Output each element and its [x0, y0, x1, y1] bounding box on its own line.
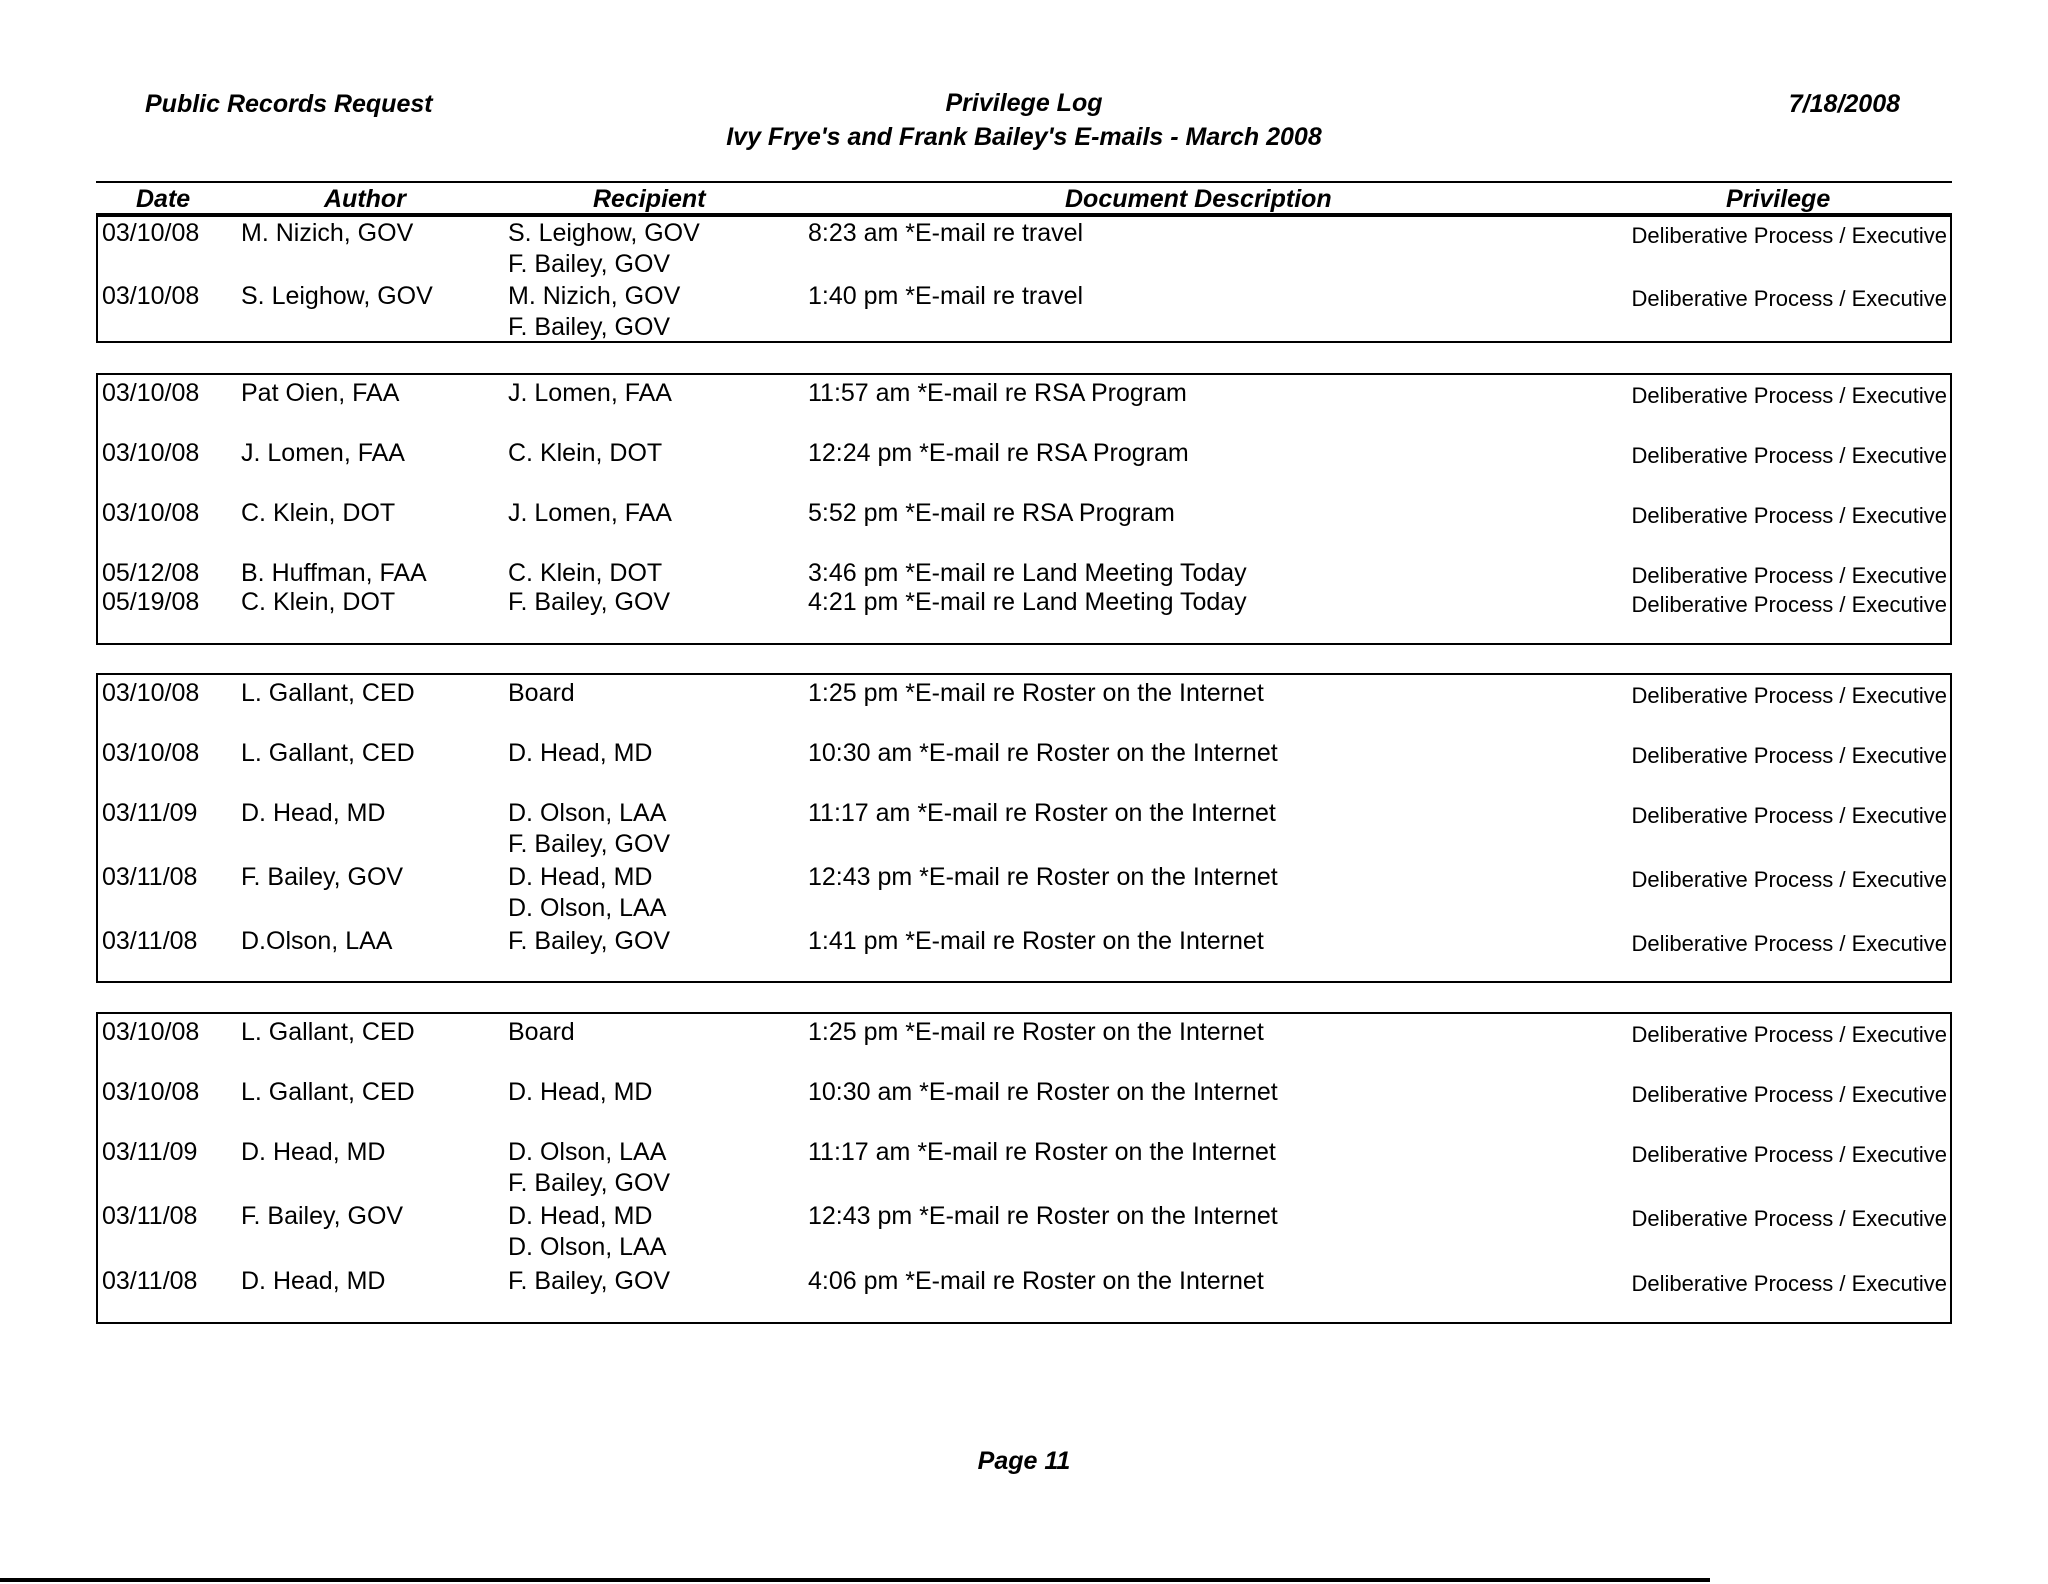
- cell-date: 03/10/08: [102, 379, 200, 407]
- document-date: 7/18/2008: [1788, 90, 1900, 118]
- cell-author: B. Huffman, FAA: [241, 559, 427, 587]
- cell-author: C. Klein, DOT: [241, 588, 396, 616]
- cell-date: 03/10/08: [102, 739, 200, 767]
- recipient-entry: F. Bailey, GOV: [508, 830, 671, 858]
- cell-description: 12:43 pm *E-mail re Roster on the Internet: [808, 863, 1278, 891]
- cell-privilege: Deliberative Process / Executive: [1631, 1082, 1947, 1107]
- cell-description: 11:17 am *E-mail re Roster on the Internet: [808, 1138, 1276, 1166]
- cell-privilege: Deliberative Process / Executive: [1631, 683, 1947, 708]
- recipient-entry: Board: [508, 679, 575, 707]
- cell-date: 05/12/08: [102, 559, 200, 587]
- recipient-entry: F. Bailey, GOV: [508, 588, 671, 616]
- cell-author: S. Leighow, GOV: [241, 282, 433, 310]
- cell-author: F. Bailey, GOV: [241, 1202, 404, 1230]
- cell-description: 1:40 pm *E-mail re travel: [808, 282, 1084, 310]
- recipient-entry: D. Olson, LAA: [508, 894, 667, 922]
- recipient-entry: F. Bailey, GOV: [508, 1169, 671, 1197]
- cell-description: 3:46 pm *E-mail re Land Meeting Today: [808, 559, 1247, 587]
- cell-date: 03/10/08: [102, 219, 200, 247]
- cell-description: 11:57 am *E-mail re RSA Program: [808, 379, 1187, 407]
- cell-author: Pat Oien, FAA: [241, 379, 400, 407]
- row-group-3: [96, 673, 1952, 983]
- cell-date: 03/10/08: [102, 439, 200, 467]
- cell-recipients: [508, 438, 662, 469]
- cell-privilege: Deliberative Process / Executive: [1631, 383, 1947, 408]
- cell-date: 03/11/08: [102, 1202, 198, 1230]
- recipient-entry: C. Klein, DOT: [508, 559, 663, 587]
- cell-privilege: Deliberative Process / Executive: [1631, 867, 1947, 892]
- cell-author: M. Nizich, GOV: [241, 219, 414, 247]
- cell-recipients: [508, 738, 652, 769]
- cell-privilege: Deliberative Process / Executive: [1631, 1206, 1947, 1231]
- cell-date: 03/10/08: [102, 282, 200, 310]
- cell-recipients: [508, 926, 670, 957]
- cell-author: C. Klein, DOT: [241, 499, 396, 527]
- recipient-entry: F. Bailey, GOV: [508, 1267, 671, 1295]
- cell-privilege: Deliberative Process / Executive: [1631, 563, 1947, 588]
- cell-date: 03/10/08: [102, 1018, 200, 1046]
- recipient-entry: D. Olson, LAA: [508, 799, 667, 827]
- cell-author: L. Gallant, CED: [241, 1018, 415, 1046]
- cell-privilege: Deliberative Process / Executive: [1631, 743, 1947, 768]
- cell-privilege: Deliberative Process / Executive: [1631, 592, 1947, 617]
- document-subtitle: Ivy Frye's and Frank Bailey's E-mails - March 2008: [726, 123, 1322, 151]
- cell-privilege: Deliberative Process / Executive: [1631, 286, 1947, 311]
- recipient-entry: S. Leighow, GOV: [508, 219, 700, 247]
- cell-privilege: Deliberative Process / Executive: [1631, 1022, 1947, 1047]
- cell-date: 03/10/08: [102, 1078, 200, 1106]
- cell-recipients: [508, 1077, 652, 1108]
- cell-author: L. Gallant, CED: [241, 1078, 415, 1106]
- document-title-block: [0, 86, 2048, 154]
- cell-recipients: [508, 1201, 666, 1263]
- cell-date: 03/11/08: [102, 1267, 198, 1295]
- column-header-recipient: Recipient: [593, 185, 706, 213]
- cell-description: 1:41 pm *E-mail re Roster on the Internet: [808, 927, 1264, 955]
- cell-recipients: [508, 587, 670, 618]
- cell-author: F. Bailey, GOV: [241, 863, 404, 891]
- cell-author: J. Lomen, FAA: [241, 439, 405, 467]
- cell-privilege: Deliberative Process / Executive: [1631, 443, 1947, 468]
- cell-privilege: Deliberative Process / Executive: [1631, 1142, 1947, 1167]
- cell-recipients: [508, 1266, 670, 1297]
- cell-date: 03/11/09: [102, 1138, 198, 1166]
- cell-privilege: Deliberative Process / Executive: [1631, 503, 1947, 528]
- column-header-row: [96, 181, 1952, 217]
- cell-recipients: [508, 498, 672, 529]
- cell-description: 12:43 pm *E-mail re Roster on the Internet: [808, 1202, 1278, 1230]
- column-header-author: Author: [324, 185, 406, 213]
- cell-description: 4:06 pm *E-mail re Roster on the Internet: [808, 1267, 1264, 1295]
- request-label: Public Records Request: [145, 90, 433, 118]
- column-header-date: Date: [136, 185, 191, 213]
- recipient-entry: F. Bailey, GOV: [508, 250, 671, 278]
- recipient-entry: D. Olson, LAA: [508, 1138, 667, 1166]
- recipient-entry: J. Lomen, FAA: [508, 499, 672, 527]
- cell-recipients: [508, 281, 680, 343]
- cell-recipients: [508, 218, 700, 280]
- cell-date: 03/11/08: [102, 863, 198, 891]
- cell-description: 12:24 pm *E-mail re RSA Program: [808, 439, 1189, 467]
- recipient-entry: F. Bailey, GOV: [508, 313, 671, 341]
- cell-author: L. Gallant, CED: [241, 679, 415, 707]
- recipient-entry: D. Head, MD: [508, 1078, 653, 1106]
- cell-privilege: Deliberative Process / Executive: [1631, 803, 1947, 828]
- row-group-2: [96, 373, 1952, 645]
- recipient-entry: F. Bailey, GOV: [508, 927, 671, 955]
- cell-date: 03/11/08: [102, 927, 198, 955]
- cell-author: D. Head, MD: [241, 1138, 386, 1166]
- cell-description: 5:52 pm *E-mail re RSA Program: [808, 499, 1175, 527]
- row-group-4: [96, 1012, 1952, 1324]
- cell-date: 05/19/08: [102, 588, 200, 616]
- cell-date: 03/10/08: [102, 499, 200, 527]
- cell-description: 10:30 am *E-mail re Roster on the Internet: [808, 1078, 1278, 1106]
- cell-description: 10:30 am *E-mail re Roster on the Internet: [808, 739, 1278, 767]
- row-group-1: [96, 213, 1952, 343]
- cell-recipients: [508, 1137, 670, 1199]
- recipient-entry: C. Klein, DOT: [508, 439, 663, 467]
- cell-date: 03/11/09: [102, 799, 198, 827]
- cell-recipients: [508, 862, 666, 924]
- cell-recipients: [508, 378, 672, 409]
- cell-description: 8:23 am *E-mail re travel: [808, 219, 1084, 247]
- cell-privilege: Deliberative Process / Executive: [1631, 1271, 1947, 1296]
- recipient-entry: D. Olson, LAA: [508, 1233, 667, 1261]
- cell-recipients: [508, 558, 662, 589]
- document-title: Privilege Log: [945, 89, 1103, 117]
- cell-author: L. Gallant, CED: [241, 739, 415, 767]
- cell-recipients: [508, 798, 670, 860]
- cell-author: D. Head, MD: [241, 799, 386, 827]
- recipient-entry: M. Nizich, GOV: [508, 282, 681, 310]
- recipient-entry: D. Head, MD: [508, 863, 653, 891]
- cell-author: D.Olson, LAA: [241, 927, 393, 955]
- cell-description: 4:21 pm *E-mail re Land Meeting Today: [808, 588, 1247, 616]
- cell-privilege: Deliberative Process / Executive: [1631, 931, 1947, 956]
- recipient-entry: J. Lomen, FAA: [508, 379, 672, 407]
- cell-privilege: Deliberative Process / Executive: [1631, 223, 1947, 248]
- column-header-description: Document Description: [1065, 185, 1332, 213]
- cell-recipients: [508, 1017, 575, 1048]
- cell-author: D. Head, MD: [241, 1267, 386, 1295]
- cell-recipients: [508, 678, 575, 709]
- recipient-entry: D. Head, MD: [508, 739, 653, 767]
- page-number: Page 11: [977, 1447, 1071, 1475]
- recipient-entry: D. Head, MD: [508, 1202, 653, 1230]
- cell-date: 03/10/08: [102, 679, 200, 707]
- cell-description: 1:25 pm *E-mail re Roster on the Internet: [808, 1018, 1264, 1046]
- bottom-rule: [0, 1578, 1710, 1582]
- recipient-entry: Board: [508, 1018, 575, 1046]
- column-header-privilege: Privilege: [1726, 185, 1831, 213]
- cell-description: 11:17 am *E-mail re Roster on the Internet: [808, 799, 1276, 827]
- cell-description: 1:25 pm *E-mail re Roster on the Internet: [808, 679, 1264, 707]
